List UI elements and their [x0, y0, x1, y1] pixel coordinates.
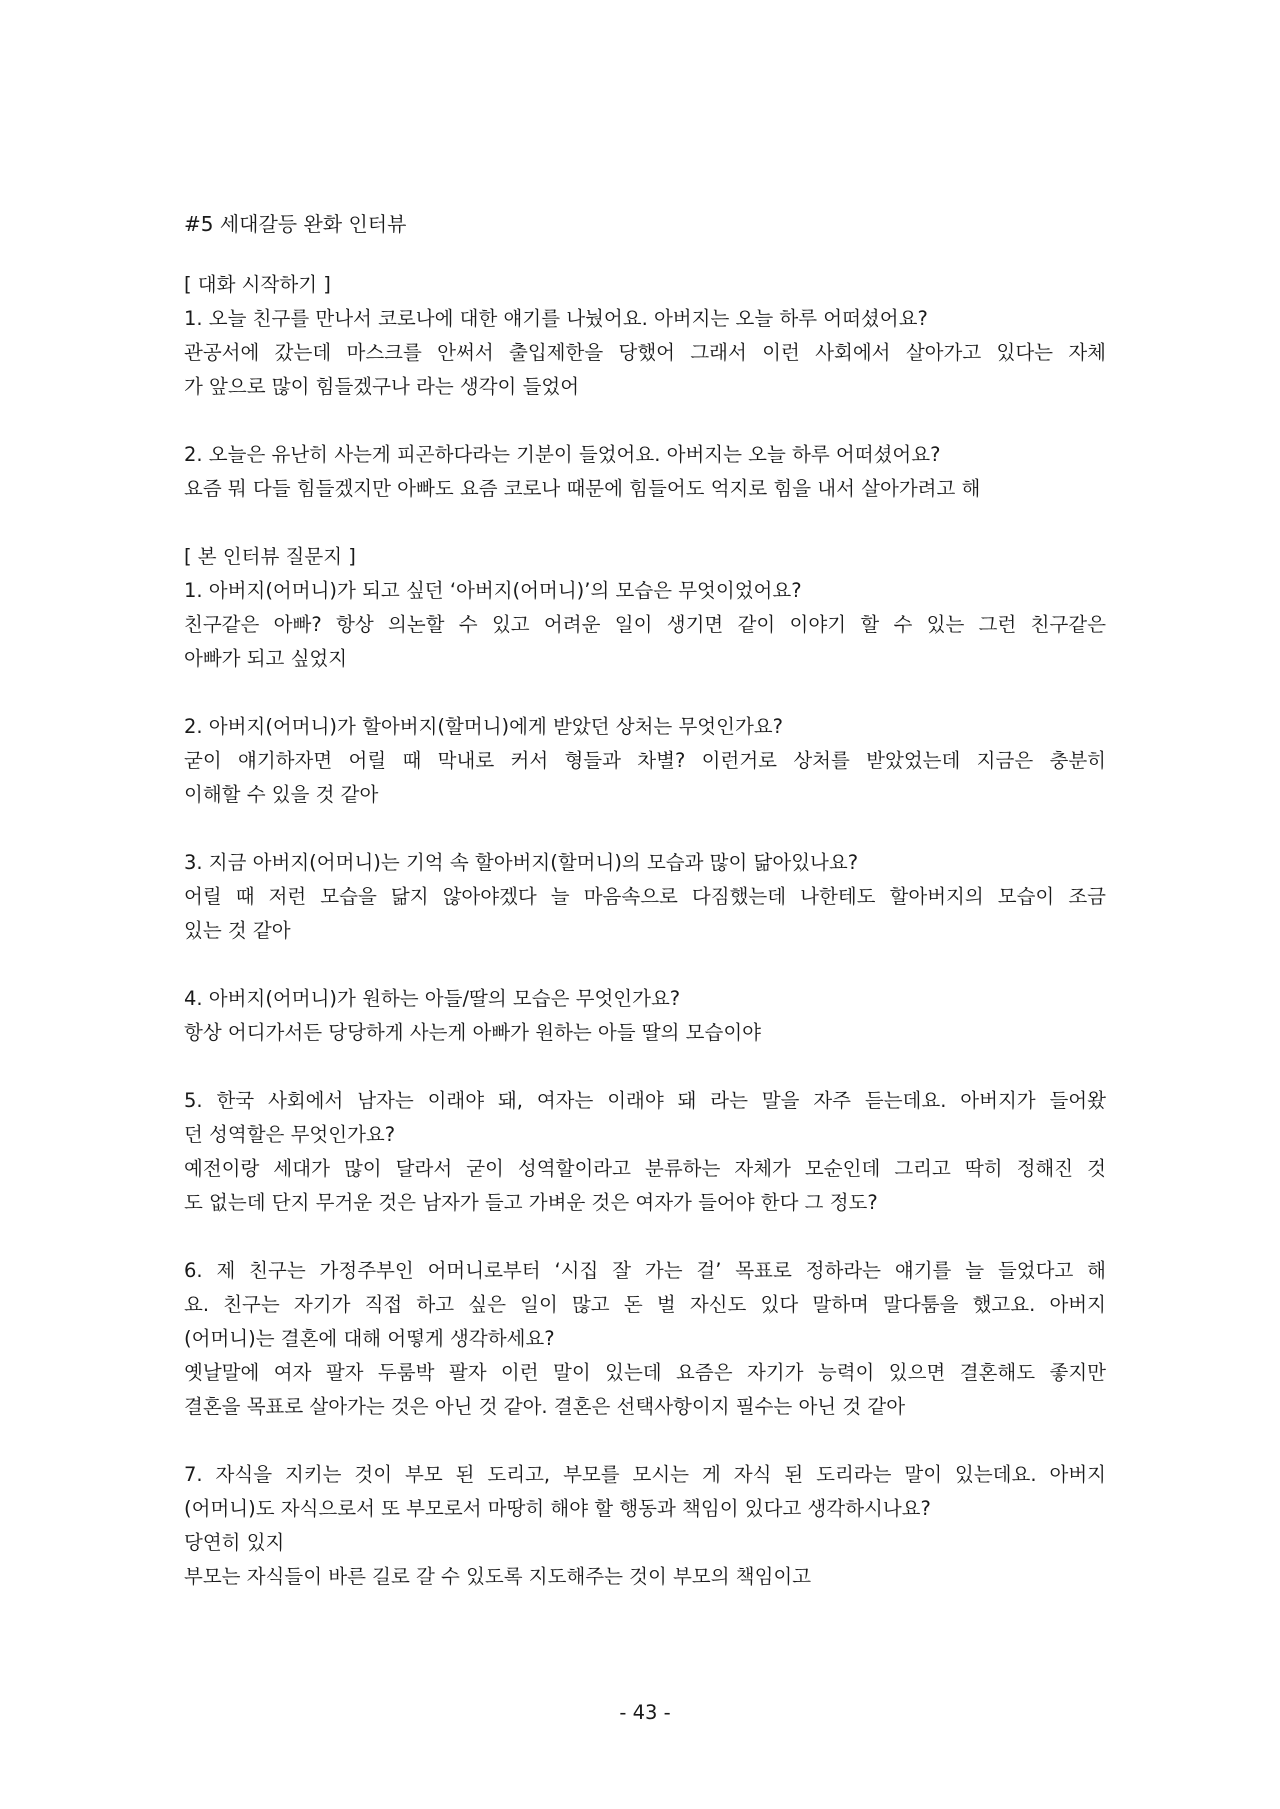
main-answer-5-line-2: 도 없는데 단지 무거운 것은 남자가 들고 가벼운 것은 여자가 들어야 한다 그 정도? [184, 1191, 878, 1214]
intro-question-1: 1. 오늘 친구를 만나서 코로나에 대한 얘기를 나눴어요. 아버지는 오늘 하루 어떠셨어요? [184, 307, 928, 330]
section-header-intro: [ 대화 시작하기 ] [184, 273, 331, 296]
main-interview-section [184, 540, 1106, 1594]
main-answer-4-line-1: 항상 어디가서든 당당하게 사는게 아빠가 원하는 아들 딸의 모습이야 [184, 1021, 762, 1044]
main-answer-3-line-1: 어릴 때 저런 모습을 닮지 않아야겠다 늘 마음속으로 다짐했는데 나한테도 할아버지의 모습이 조금 [184, 885, 1106, 908]
spacer [184, 812, 1106, 846]
spacer [184, 1050, 1106, 1084]
main-question-1: 1. 아버지(어머니)가 되고 싶던 ‘아버지(어머니)’의 모습은 무엇이었어요? [184, 579, 802, 602]
document-title: #5 세대갈등 완화 인터뷰 [184, 212, 407, 236]
spacer [184, 676, 1106, 710]
intro-section [184, 268, 1106, 540]
section-header-main: [ 본 인터뷰 질문지 ] [184, 545, 356, 568]
spacer [184, 948, 1106, 982]
main-question-3: 3. 지금 아버지(어머니)는 기억 속 할아버지(할머니)의 모습과 많이 닮아있나요? [184, 851, 859, 874]
main-answer-3-line-2: 있는 것 같아 [184, 919, 291, 942]
main-question-5-line-1: 5. 한국 사회에서 남자는 이래야 돼, 여자는 이래야 돼 라는 말을 자주 듣는데요. 아버지가 들어왔 [184, 1089, 1106, 1112]
main-question-5-line-2: 던 성역할은 무엇인가요? [184, 1123, 396, 1146]
spacer [184, 506, 1106, 540]
main-question-2: 2. 아버지(어머니)가 할아버지(할머니)에게 받았던 상처는 무엇인가요? [184, 715, 783, 738]
main-answer-6-line-1: 옛날말에 여자 팔자 두룸박 팔자 이런 말이 있는데 요즘은 자기가 능력이 있으면 결혼해도 좋지만 [184, 1361, 1106, 1384]
spacer [184, 404, 1106, 438]
main-answer-7-line-2: 부모는 자식들이 바른 길로 갈 수 있도록 지도해주는 것이 부모의 책임이고 [184, 1565, 812, 1588]
spacer [184, 1424, 1106, 1458]
main-question-6-line-2: 요. 친구는 자기가 직접 하고 싶은 일이 많고 돈 벌 자신도 있다 말하며 말다툼을 했고요. 아버지 [184, 1293, 1106, 1316]
main-answer-6-line-2: 결혼을 목표로 살아가는 것은 아닌 것 같아. 결혼은 선택사항이지 필수는 아닌 것 같아 [184, 1395, 906, 1418]
main-answer-5-line-1: 예전이랑 세대가 많이 달라서 굳이 성역할이라고 분류하는 자체가 모순인데 그리고 딱히 정해진 것 [184, 1157, 1106, 1180]
document-body [184, 268, 1106, 1594]
main-answer-1-line-1: 친구같은 아빠? 항상 의논할 수 있고 어려운 일이 생기면 같이 이야기 할 수 있는 그런 친구같은 [184, 613, 1106, 636]
main-answer-7-line-1: 당연히 있지 [184, 1531, 285, 1554]
main-question-6-line-3: (어머니)는 결혼에 대해 어떻게 생각하세요? [184, 1327, 555, 1350]
intro-answer-1-line-2: 가 앞으로 많이 힘들겠구나 라는 생각이 들었어 [184, 375, 580, 398]
main-answer-2-line-2: 이해할 수 있을 것 같아 [184, 783, 379, 806]
main-question-6-line-1: 6. 제 친구는 가정주부인 어머니로부터 ‘시집 잘 가는 걸’ 목표로 정하라는 얘기를 늘 들었다고 해 [184, 1259, 1106, 1282]
intro-answer-1-line-1: 관공서에 갔는데 마스크를 안써서 출입제한을 당했어 그래서 이런 사회에서 살아가고 있다는 자체 [184, 341, 1106, 364]
spacer [184, 1220, 1106, 1254]
main-answer-1-line-2: 아빠가 되고 싶었지 [184, 647, 348, 670]
page-number: - 43 - [619, 1701, 671, 1724]
main-answer-2-line-1: 굳이 얘기하자면 어릴 때 막내로 커서 형들과 차별? 이런거로 상처를 받았었는데 지금은 충분히 [184, 749, 1106, 772]
main-question-7-line-2: (어머니)도 자식으로서 또 부모로서 마땅히 해야 할 행동과 책임이 있다고 생각하시나요? [184, 1497, 931, 1520]
intro-question-2: 2. 오늘은 유난히 사는게 피곤하다라는 기분이 들었어요. 아버지는 오늘 하루 어떠셨어요? [184, 443, 941, 466]
main-question-4: 4. 아버지(어머니)가 원하는 아들/딸의 모습은 무엇인가요? [184, 987, 681, 1010]
intro-answer-2-line-1: 요즘 뭐 다들 힘들겠지만 아빠도 요즘 코로나 때문에 힘들어도 억지로 힘을 내서 살아가려고 해 [184, 477, 981, 500]
main-question-7-line-1: 7. 자식을 지키는 것이 부모 된 도리고, 부모를 모시는 게 자식 된 도리라는 말이 있는데요. 아버지 [184, 1463, 1106, 1486]
document-page [184, 0, 1106, 1809]
